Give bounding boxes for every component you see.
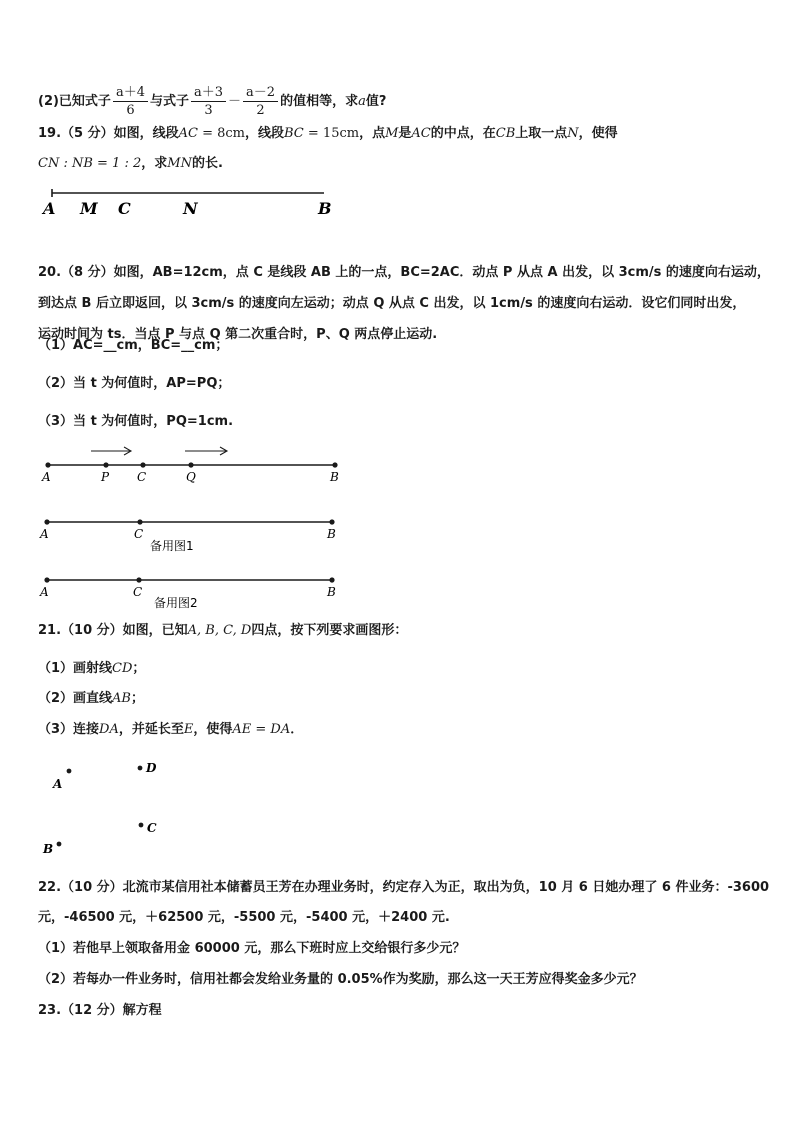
fraction-3: $\frac{a-2}{2}$ (243, 84, 278, 119)
q20-text-line3: 运动时间为 ts．当点 P 与点 Q 第二次重合时，P、Q 两点停止运动. (38, 327, 438, 342)
q20-fig3-caption: 备用图2 (154, 596, 198, 610)
q20-backup-figure-2 (39, 577, 336, 610)
q20-backup-figure-1 (39, 519, 336, 553)
q21-label-a: A (53, 777, 63, 791)
q19-label-b: B (318, 199, 332, 218)
q20-fig1-label-p: P (101, 470, 110, 484)
q20-fig1-point-c (140, 462, 145, 467)
q20-fig3-label-c: C (133, 585, 143, 599)
q20-text-line2: 到达点 B 后立即返回，以 3cm/s 的速度向左运动；动点 Q 从点 C 出发，以 1cm/s 的速度向右运动．设它们同时出发， (38, 296, 746, 311)
q19-label-c: C (118, 199, 131, 218)
q20-fig1-label-q: Q (186, 470, 196, 484)
q20-fig2-point-b (329, 519, 334, 524)
q20-fig1-label-c: C (137, 470, 147, 484)
q20-sub2: （2）当 t 为何值时，AP=PQ； (38, 376, 231, 391)
q19-label-m: M (80, 199, 98, 218)
q20-fig3-label-b: B (327, 585, 336, 599)
q20-fig1-label-a: A (42, 470, 51, 484)
q21-point-a (67, 769, 72, 774)
q20-fig1-point-b (332, 462, 337, 467)
q21-point-d (138, 766, 143, 771)
fraction-2: $\frac{a+3}{3}$ (191, 84, 226, 119)
q19-label-a: A (43, 199, 56, 218)
q20-fig2-caption: 备用图1 (150, 539, 194, 553)
q20-fig1-point-q (188, 462, 193, 467)
q20-fig3-point-b (329, 577, 334, 582)
q21-sub2: （2）画直线AB； (38, 691, 145, 706)
q21-sub3: （3）连接DA，并延长至E，使得AE = DA． (38, 722, 304, 737)
q21-label-b: B (43, 842, 54, 856)
fraction-1: $\frac{a+4}{6}$ (113, 84, 148, 119)
q22-text-line2: 元，-46500 元，＋62500 元，-5500 元，-5400 元，＋2400 元. (38, 910, 450, 925)
q20-fig3-point-a (44, 577, 49, 582)
q20-main-figure (41, 447, 339, 484)
q20-fig2-point-c (137, 519, 142, 524)
q21-point-b (57, 842, 62, 847)
q21-point-c (139, 823, 144, 828)
q19-text-line1: 19.（5 分）如图，线段AC = 8cm，线段BC = 15cm，点M是AC的中点，在CB上取一点N，使得 (38, 126, 618, 141)
q21-points-figure (42, 761, 157, 856)
q20-fig1-point-p (103, 462, 108, 467)
q19-text-line2: CN : NB = 1 : 2，求MN的长. (38, 156, 223, 171)
q22-sub2: （2）若每办一件业务时，信用社都会发给业务量的 0.05%作为奖励，那么这一天王芳应得奖金多少元？ (38, 972, 643, 987)
q20-fig2-label-a: A (40, 527, 49, 541)
q20-fig1-label-b: B (330, 470, 339, 484)
q18-part2: (2)已知式子 $\frac{a+4}{6}$ 与式子 $\frac{a+3}{3}$ － $\frac{a-2}{2}$ 的值相等，求a值? (38, 85, 387, 118)
q21-sub1: （1）画射线CD； (38, 661, 146, 676)
q20-fig3-label-a: A (40, 585, 49, 599)
q19-label-n: N (183, 199, 198, 218)
q20-sub1: （1）AC=__cm，BC=__cm； (38, 338, 229, 353)
q22-sub1: （1）若他早上领取备用金 60000 元，那么下班时应上交给银行多少元？ (38, 941, 466, 956)
q21-label-c: C (147, 821, 157, 835)
q22-text-line1: 22.（10 分）北流市某信用社本储蓄员王芳在办理业务时，约定存入为正，取出为负，10 月 6 日她办理了 6 件业务：-3600 (38, 880, 770, 895)
q23-title: 23.（12 分）解方程 (38, 1003, 162, 1018)
q20-fig1-point-a (45, 462, 50, 467)
q20-fig2-label-c: C (134, 527, 144, 541)
q20-sub3: （3）当 t 为何值时，PQ=1cm. (38, 414, 234, 429)
q21-label-d: D (146, 761, 157, 775)
q19-segment-figure (41, 189, 332, 218)
q20-fig2-point-a (44, 519, 49, 524)
q20-text-line1: 20.（8 分）如图，AB=12cm，点 C 是线段 AB 上的一点，BC=2AC．动点 P 从点 A 出发，以 3cm/s 的速度向右运动， (38, 265, 770, 280)
q21-text: 21.（10 分）如图，已知A, B, C, D四点，按下列要求画图形： (38, 623, 408, 638)
q20-fig3-point-c (136, 577, 141, 582)
q20-fig2-label-b: B (327, 527, 336, 541)
